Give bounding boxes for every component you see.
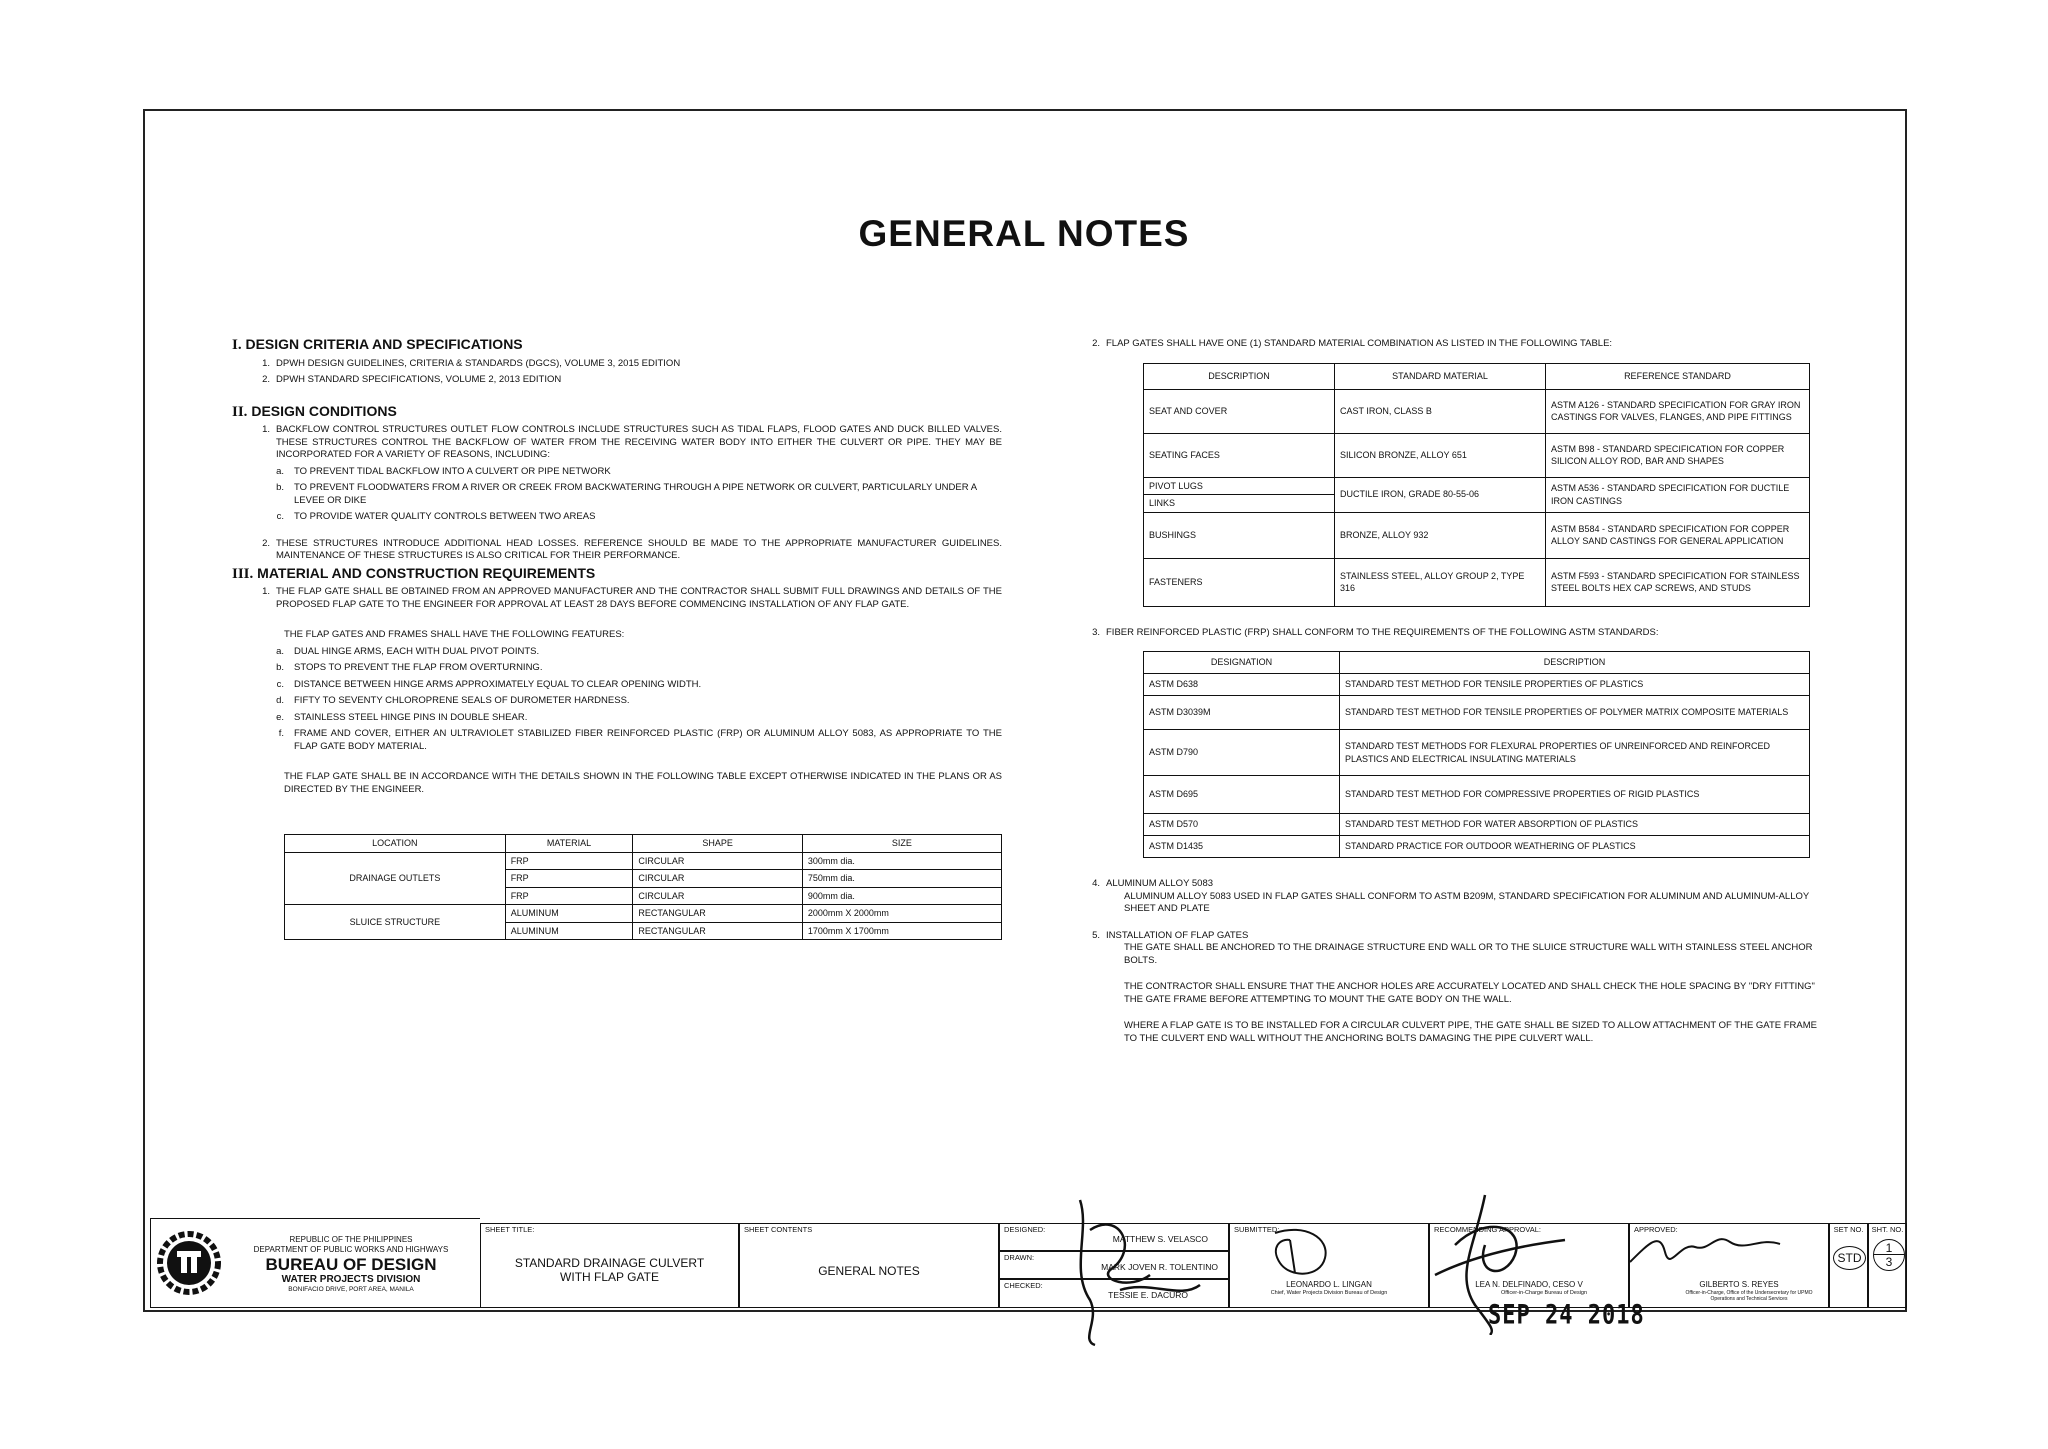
checked-cell: CHECKED: TESSIE E. DACURO [999, 1279, 1229, 1308]
table-header: LOCATION [285, 835, 506, 853]
division-text: WATER PROJECTS DIVISION [281, 1274, 421, 1285]
sheet-contents: GENERAL NOTES [818, 1264, 920, 1278]
sub-item: a. TO PREVENT TIDAL BACKFLOW INTO A CULVERT OR PIPE NETWORK [276, 465, 611, 477]
table-header: MATERIAL [505, 835, 633, 853]
flap-gate-table [284, 834, 1002, 940]
installation-paragraph-3: WHERE A FLAP GATE IS TO BE INSTALLED FOR A CIRCULAR CULVERT PIPE, THE GATE SHALL BE SIZED TO ALLOW ATTACHMENT OF THE GATE FRAME TO THE CULVERT END WALL WITHOUT THE ANCHORING BOLTS DAMAGING THE PIPE CULVERT WALL. [1124, 1020, 1817, 1044]
list-item: 1. THE FLAP GATE SHALL BE OBTAINED FROM AN APPROVED MANUFACTURER AND THE CONTRACTOR SHALL SUBMIT FULL DRAWINGS AND DETAILS OF THE PROPOSED FLAP GATE TO THE ENGINEER FOR APPROVAL AT LEAST 28 DAYS BEFORE COMMENCING INSTALLATION OF ANY FLAP GATE. [262, 586, 1002, 610]
table-header: REFERENCE STANDARD [1546, 363, 1810, 389]
dpwh-seal-icon [157, 1231, 221, 1295]
approved-cell: APPROVED: GILBERTO S. REYES Officer-in-Charge, Office of the Undersecretary for UPMO Operations and Technical Services [1629, 1223, 1829, 1308]
feature-item: f. FRAME AND COVER, EITHER AN ULTRAVIOLET STABILIZED FIBER REINFORCED PLASTIC (FRP) OR ALUMINUM ALLOY 5083, AS APPROPRIATE TO THE FLAP GATE BODY MATERIAL. [278, 728, 1002, 752]
table-header: STANDARD MATERIAL [1335, 363, 1546, 389]
aluminum-paragraph: ALUMINUM ALLOY 5083 USED IN FLAP GATES SHALL CONFORM TO ASTM B209M, STANDARD SPECIFICATION FOR ALUMINUM AND ALUMINUM-ALLOY SHEET AND PLATE [1124, 890, 1810, 914]
table-row: ASTM D570 STANDARD TEST METHOD FOR WATER ABSORPTION OF PLASTICS [1144, 814, 1810, 836]
signature-approver-icon [1620, 1222, 1790, 1282]
table-row: FASTENERS STAINLESS STEEL, ALLOY GROUP 2, TYPE 316 ASTM F593 - STANDARD SPECIFICATION FOR STAINLESS STEEL BOLTS HEX CAP SCREWS, AND STUDS [1144, 558, 1810, 606]
section-1-heading: I. DESIGN CRITERIA AND SPECIFICATIONS [232, 336, 523, 353]
left-column [232, 338, 1002, 940]
table-row: SLUICE STRUCTURE ALUMINUM RECTANGULAR 2000mm X 2000mm [285, 905, 1002, 923]
section-3-heading: III. MATERIAL AND CONSTRUCTION REQUIREMENTS [232, 564, 596, 582]
address-text: BONIFACIO DRIVE, PORT AREA, MANILA [288, 1286, 414, 1293]
list-item: 1. BACKFLOW CONTROL STRUCTURES OUTLET FLOW CONTROLS INCLUDE STRUCTURES SUCH AS TIDAL FLAPS, FLOOD GATES AND DUCK BILLED VALVES. THESE STRUCTURES CONTROL THE BACKFLOW OF WATER FROM THE RECEIVING WATER BODY INTO EITHER THE CULVERT OR PIPE. THEY MAY BE INCORPORATED FOR A VARIETY OF REASONS, INCLUDING: [262, 424, 1002, 460]
table-row: SEATING FACES SILICON BRONZE, ALLOY 651 ASTM B98 - STANDARD SPECIFICATION FOR COPPER SILICON ALLOY ROD, BAR AND SHAPES [1144, 433, 1810, 477]
accordance-paragraph: THE FLAP GATE SHALL BE IN ACCORDANCE WITH THE DETAILS SHOWN IN THE FOLLOWING TABLE EXCEPT OTHERWISE INDICATED IN THE PLANS OR AS DIRECTED BY THE ENGINEER. [284, 771, 1002, 795]
sheet-no-circle: 1 3 [1873, 1239, 1905, 1271]
right-column [1092, 338, 1820, 1045]
table-row: ASTM D790 STANDARD TEST METHODS FOR FLEXURAL PROPERTIES OF UNREINFORCED AND REINFORCED PLASTICS AND ELECTRICAL INSULATING MATERIALS [1144, 730, 1810, 776]
table-row: FRP CIRCULAR 900mm dia. [285, 887, 1002, 905]
table-row: ASTM D1435 STANDARD PRACTICE FOR OUTDOOR WEATHERING OF PLASTICS [1144, 836, 1810, 858]
material-table [1143, 363, 1810, 607]
table-row: ASTM D3039M STANDARD TEST METHOD FOR TENSILE PROPERTIES OF POLYMER MATRIX COMPOSITE MATERIALS [1144, 696, 1810, 730]
signature-submitter-icon [1235, 1218, 1355, 1298]
feature-item: b. STOPS TO PREVENT THE FLAP FROM OVERTURNING. [276, 662, 543, 673]
list-item: 2. FLAP GATES SHALL HAVE ONE (1) STANDARD MATERIAL COMBINATION AS LISTED IN THE FOLLOWING TABLE: [1092, 338, 1613, 349]
sheet-title: STANDARD DRAINAGE CULVERT WITH FLAP GATE [514, 1256, 705, 1284]
feature-item: a. DUAL HINGE ARMS, EACH WITH DUAL PIVOT POINTS. [276, 645, 540, 657]
table-row: ALUMINUM RECTANGULAR 1700mm X 1700mm [285, 922, 1002, 940]
list-item: 1. DPWH DESIGN GUIDELINES, CRITERIA & STANDARDS (DGCS), VOLUME 3, 2015 EDITION [262, 357, 681, 369]
feature-item: d. FIFTY TO SEVENTY CHLOROPRENE SEALS OF DUROMETER HARDNESS. [276, 695, 630, 706]
table-row: ASTM D638 STANDARD TEST METHOD FOR TENSILE PROPERTIES OF PLASTICS [1144, 674, 1810, 696]
received-date-stamp: SEP 24 2018 [1488, 1300, 1645, 1331]
table-header: DESCRIPTION [1144, 363, 1335, 389]
list-item: 2. THESE STRUCTURES INTRODUCE ADDITIONAL HEAD LOSSES. REFERENCE SHOULD BE MADE TO THE APPROPRIATE MANUFACTURER GUIDELINES. MAINTENANCE OF THESE STRUCTURES IS ALSO CRITICAL FOR THEIR PERFORMANCE. [262, 537, 1002, 561]
agency-block [150, 1218, 480, 1308]
republic-text: REPUBLIC OF THE PHILIPPINES [289, 1235, 413, 1244]
list-item: 5. INSTALLATION OF FLAP GATES [1092, 929, 1249, 941]
recommending-cell: RECOMMENDING APPROVAL: LEA N. DELFINADO, CESO V Officer-in-Charge Bureau of Design [1429, 1223, 1629, 1308]
frp-table [1143, 651, 1810, 858]
list-item: 3. FIBER REINFORCED PLASTIC (FRP) SHALL CONFORM TO THE REQUIREMENTS OF THE FOLLOWING ASTM STANDARDS: [1092, 626, 1659, 638]
drawn-cell: DRAWN: MARK JOVEN R. TOLENTINO [999, 1251, 1229, 1279]
bureau-text: BUREAU OF DESIGN [265, 1255, 437, 1274]
table-row: FRP CIRCULAR 750mm dia. [285, 870, 1002, 888]
page-title: GENERAL NOTES [858, 213, 1190, 254]
table-header: SHAPE [633, 835, 802, 853]
submitted-cell: SUBMITTED: LEONARDO L. LINGAN Chief, Water Projects Division Bureau of Design [1229, 1223, 1429, 1308]
list-item: 4. ALUMINUM ALLOY 5083 [1092, 878, 1214, 889]
designed-cell: DESIGNED: MATTHEW S. VELASCO [999, 1223, 1229, 1251]
set-no-cell: SET NO. STD [1829, 1223, 1868, 1308]
features-intro: THE FLAP GATES AND FRAMES SHALL HAVE THE FOLLOWING FEATURES: [284, 629, 625, 640]
table-header: DESIGNATION [1144, 652, 1340, 674]
installation-paragraph-2: THE CONTRACTOR SHALL ENSURE THAT THE ANCHOR HOLES ARE ACCURATELY LOCATED AND SHALL CHECK THE HOLE SPACING BY "DRY FITTING" THE GATE FRAME BEFORE ATTEMPTING TO MOUNT THE GATE BODY ON THE WALL. [1124, 981, 1815, 1005]
feature-item: e. STAINLESS STEEL HINGE PINS IN DOUBLE SHEAR. [276, 711, 528, 723]
signature-designer-icon [1060, 1190, 1220, 1350]
table-row: PIVOT LUGS LINKS DUCTILE IRON, GRADE 80-55-06 ASTM A536 - STANDARD SPECIFICATION FOR DUCTILE IRON CASTINGS [1144, 477, 1810, 512]
list-item: 2. DPWH STANDARD SPECIFICATIONS, VOLUME 2, 2013 EDITION [262, 374, 562, 385]
department-text: DEPARTMENT OF PUBLIC WORKS AND HIGHWAYS [253, 1245, 449, 1254]
table-row: ASTM D695 STANDARD TEST METHOD FOR COMPRESSIVE PROPERTIES OF RIGID PLASTICS [1144, 776, 1810, 814]
feature-item: c. DISTANCE BETWEEN HINGE ARMS APPROXIMATELY EQUAL TO CLEAR OPENING WIDTH. [276, 678, 702, 690]
sheet-contents-cell: SHEET CONTENTS GENERAL NOTES [739, 1223, 999, 1308]
sheet-title-cell: SHEET TITLE: STANDARD DRAINAGE CULVERT WITH FLAP GATE [480, 1223, 739, 1308]
table-row: DRAINAGE OUTLETS FRP CIRCULAR 300mm dia. [285, 852, 1002, 870]
installation-paragraph-1: THE GATE SHALL BE ANCHORED TO THE DRAINAGE STRUCTURE END WALL OR TO THE SLUICE STRUCTURE WALL WITH STAINLESS STEEL ANCHOR BOLTS. [1124, 942, 1813, 966]
table-header: SIZE [802, 835, 1001, 853]
sub-item: b. TO PREVENT FLOODWATERS FROM A RIVER OR CREEK FROM BACKWATERING THROUGH A PIPE NETWORK OR CULVERT, PARTICULARLY UNDER A LEVEE OR DIKE [276, 482, 977, 506]
table-row: BUSHINGS BRONZE, ALLOY 932 ASTM B584 - STANDARD SPECIFICATION FOR COPPER ALLOY SAND CASTINGS FOR GENERAL APPLICATION [1144, 512, 1810, 558]
set-no-value: STD [1833, 1246, 1866, 1270]
sub-item: c. TO PROVIDE WATER QUALITY CONTROLS BETWEEN TWO AREAS [276, 511, 596, 522]
sheet-no-cell: SHT. NO. 1 3 [1868, 1223, 1907, 1308]
table-row: SEAT AND COVER CAST IRON, CLASS B ASTM A126 - STANDARD SPECIFICATION FOR GRAY IRON CASTINGS FOR VALVES, FLANGES, AND PIPE FITTINGS [1144, 389, 1810, 433]
section-2-heading: II. DESIGN CONDITIONS [232, 402, 397, 420]
table-header: DESCRIPTION [1340, 652, 1810, 674]
